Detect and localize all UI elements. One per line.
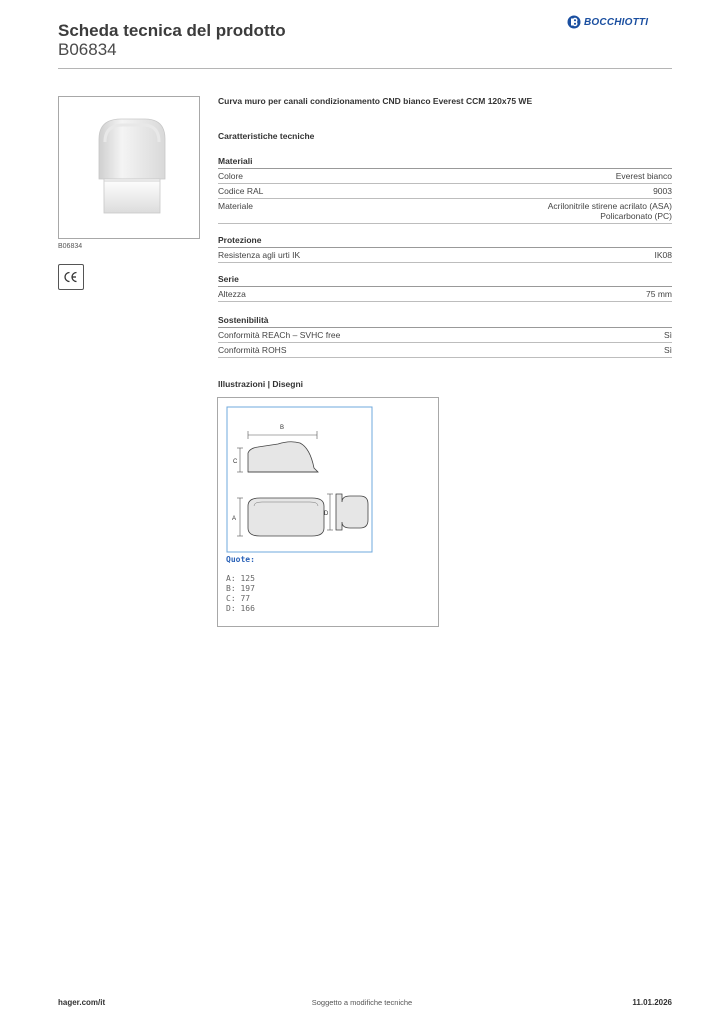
dim-label-a: A — [232, 516, 237, 522]
dimension-item: B: 197 — [226, 584, 255, 593]
spec-group-protezione — [218, 235, 672, 263]
dim-label-b: B — [280, 425, 285, 431]
spec-key: Conformità REACh – SVHC free — [218, 330, 341, 340]
spec-value-multi — [548, 201, 672, 221]
spec-group-materiali — [218, 156, 672, 224]
spec-value: IK08 — [654, 250, 672, 260]
spec-row — [218, 328, 672, 343]
technical-features-heading: Caratteristiche tecniche — [218, 131, 315, 141]
spec-key: Colore — [218, 171, 244, 181]
spec-value: Sì — [663, 345, 672, 355]
spec-row — [218, 287, 672, 302]
footer-website-link[interactable]: hager.com/it — [58, 998, 106, 1007]
spec-value-line: Acrilonitrile stirene acrilato (ASA) — [547, 201, 672, 211]
spec-key: Conformità ROHS — [218, 345, 287, 355]
spec-group-label: Serie — [218, 274, 672, 287]
spec-key: Altezza — [218, 289, 246, 299]
product-image-caption: B06834 — [58, 243, 83, 250]
brand-logo-icon — [567, 15, 581, 29]
brand-logo — [567, 15, 648, 29]
spec-group-serie — [218, 274, 672, 302]
dim-label-d: D — [324, 511, 329, 517]
dimension-item: C: 77 — [226, 594, 251, 603]
spec-key: Resistenza agli urti IK — [218, 250, 301, 260]
product-image — [58, 96, 200, 239]
spec-row — [218, 184, 672, 199]
spec-row — [218, 199, 672, 224]
spec-group-label: Materiali — [218, 156, 672, 169]
spec-group-label: Sostenibilità — [218, 315, 672, 328]
spec-row — [218, 248, 672, 263]
spec-key: Codice RAL — [218, 186, 264, 196]
dimension-item: D: 166 — [226, 604, 255, 613]
footer-date: 11.01.2026 — [632, 998, 672, 1007]
spec-value: 75 mm — [646, 289, 672, 299]
dim-label-c: C — [233, 459, 238, 465]
spec-value-line: Policarbonato (PC) — [600, 211, 672, 221]
illustrations-heading: Illustrazioni | Disegni — [218, 379, 304, 389]
spec-value: Everest bianco — [615, 171, 672, 181]
spec-group-sostenibilita — [218, 315, 672, 358]
product-title: Curva muro per canali condizionamento CND bianco Everest CCM 120x75 WE — [218, 96, 533, 106]
product-code-header: B06834 — [58, 40, 117, 59]
dimensions-title: Quote: — [226, 555, 255, 564]
spec-row — [218, 169, 672, 184]
brand-logo-text: BOCCHIOTTI — [584, 16, 649, 28]
spec-key: Materiale — [218, 201, 253, 211]
spec-group-label: Protezione — [218, 235, 672, 248]
spec-value: 9003 — [653, 186, 672, 196]
header-divider — [58, 68, 672, 69]
spec-row — [218, 343, 672, 358]
dimensions-list — [226, 555, 255, 614]
dimension-item: A: 125 — [226, 574, 255, 583]
product-photo — [59, 97, 199, 238]
footer-disclaimer: Soggetto a modifiche tecniche — [311, 998, 413, 1007]
page-title: Scheda tecnica del prodotto — [58, 21, 286, 40]
ce-mark-icon — [58, 264, 84, 290]
spec-value: Sì — [663, 330, 672, 340]
